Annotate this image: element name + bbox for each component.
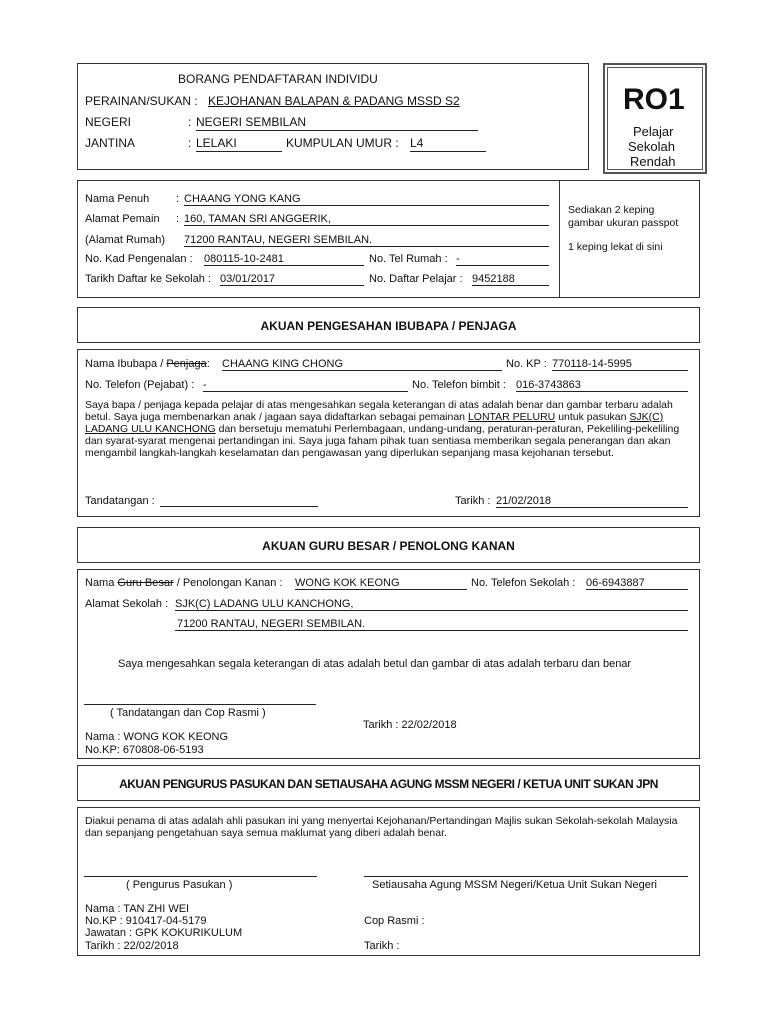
hm-nama-label <box>85 577 283 590</box>
hm-tel-value: 06-6943887 <box>586 577 645 589</box>
daftar-pelajar-underline <box>472 285 549 286</box>
manager-sign-line-left <box>84 876 317 877</box>
alamat-underline-2 <box>184 246 549 247</box>
parent-heading-box <box>77 307 700 343</box>
parent-nama-label-penjaga: Penjaga <box>166 358 207 370</box>
parent-sign-line <box>160 506 318 507</box>
hm-nama-underline <box>295 589 467 590</box>
manager-heading-box <box>77 765 700 801</box>
manager-heading: AKUAN PENGURUS PASUKAN DAN SETIAUSAHA AGUNG MSSM NEGERI / KETUA UNIT SUKAN JPN <box>119 777 658 791</box>
form-code: RO1 <box>623 83 685 116</box>
parent-tarikh-value: 21/02/2018 <box>496 495 552 507</box>
kp-label: No. Kad Pengenalan : <box>85 253 193 265</box>
hm-sign-caption: ( Tandatangan dan Cop Rasmi ) <box>110 707 266 719</box>
daftar-pelajar-label: No. Daftar Pelajar : <box>369 273 463 285</box>
negeri-underline <box>196 130 478 131</box>
kumpulan-label: KUMPULAN UMUR : <box>286 136 399 150</box>
alamat-underline <box>184 225 549 226</box>
hm-nama-value: WONG KOK KEONG <box>295 577 400 589</box>
tel-rumah-value: - <box>456 253 460 265</box>
manager-nama: Nama : TAN ZHI WEI <box>85 903 190 915</box>
manager-box <box>77 807 700 956</box>
hm-nama-line: Nama : WONG KOK KEONG <box>85 731 229 743</box>
perainan-value: KEJOHANAN BALAPAN & PADANG MSSD S2 <box>208 94 460 108</box>
parent-declaration <box>85 399 691 459</box>
photo-note-3: 1 keping lekat di sini <box>568 241 663 253</box>
hm-alamat-label: Alamat Sekolah : <box>85 598 169 610</box>
student-box <box>77 180 700 298</box>
nama-value: CHAANG YONG KANG <box>184 193 301 205</box>
manager-cop: Cop Rasmi : <box>364 915 425 927</box>
hm-alamat-value: SJK(C) LADANG ULU KANCHONG, <box>175 598 354 610</box>
manager-caption-left: ( Pengurus Pasukan ) <box>126 879 233 891</box>
parent-kp-value: 770118-14-5995 <box>552 358 632 370</box>
kp-underline <box>204 265 364 266</box>
negeri-colon: : <box>188 115 192 129</box>
parent-para-school: SJK(C) LADANG ULU KANCHONG <box>85 411 664 435</box>
photo-note-2: gambar ukuran passpot <box>568 217 679 229</box>
tel-rumah-label: No. Tel Rumah : <box>369 253 448 265</box>
code-box <box>603 63 707 174</box>
alamat-rumah-label: (Alamat Rumah) <box>85 234 166 246</box>
tel-rumah-underline <box>456 265 549 266</box>
manager-kp: No.KP : 910417-04-5179 <box>85 915 207 927</box>
alamat-colon: : <box>176 213 180 225</box>
tel-pejabat-label: No. Telefon (Pejabat) : <box>85 379 195 391</box>
parent-tarikh-underline <box>496 507 688 508</box>
manager-tarikh: Tarikh : 22/02/2018 <box>85 940 179 952</box>
header-box <box>77 63 589 170</box>
jantina-colon: : <box>188 136 192 150</box>
jantina-value: LELAKI <box>196 136 237 150</box>
parent-box <box>77 349 700 517</box>
parent-sign-label: Tandatangan : <box>85 495 155 507</box>
parent-nama-value: CHAANG KING CHONG <box>222 358 344 370</box>
hm-tarikh: Tarikh : 22/02/2018 <box>363 719 457 731</box>
parent-para-1: Saya bapa / penjaga kepada pelajar di atas mengesahkan segala keterangan di atas adalah benar dan gambar terbaru adalah betul. Saya juga membenarkan anak / jagaan saya didaftarkan sebagai pemainan <box>85 399 673 423</box>
alamat-value-2: 71200 RANTAU, NEGERI SEMBILAN. <box>184 234 373 246</box>
tarikh-daftar-underline <box>220 285 364 286</box>
manager-sign-line-right <box>364 876 688 877</box>
hm-alamat-underline <box>175 610 688 611</box>
headmaster-box <box>77 569 700 759</box>
alamat-label: Alamat Pemain <box>85 213 160 225</box>
tel-pejabat-underline <box>203 391 408 392</box>
daftar-pelajar-value: 9452188 <box>472 273 515 285</box>
headmaster-heading: AKUAN GURU BESAR / PENOLONG KANAN <box>262 539 515 553</box>
parent-para-event: LONTAR PELURU <box>467 411 556 423</box>
parent-nama-label-colon: : <box>206 358 210 370</box>
photo-note-1: Sediakan 2 keping <box>568 204 655 216</box>
tel-bimbit-underline <box>516 391 688 392</box>
nama-label: Nama Penuh <box>85 193 150 205</box>
jantina-label: JANTINA <box>85 136 136 150</box>
parent-nama-underline <box>222 370 502 371</box>
hm-statement: Saya mengesahkan segala keterangan di atas adalah betul dan gambar di atas adalah terbaru dan benar <box>118 658 632 670</box>
parent-kp-label: No. KP : <box>506 358 547 370</box>
parent-para-2: untuk pasukan <box>558 411 627 423</box>
kumpulan-underline <box>410 151 486 152</box>
kp-value: 080115-10-2481 <box>204 253 284 265</box>
parent-tarikh-label: Tarikh : <box>455 495 491 507</box>
form-title: BORANG PENDAFTARAN INDIVIDU <box>178 72 378 86</box>
hm-nama-label-c: / Penolongan Kanan : <box>176 577 283 589</box>
tel-pejabat-value: - <box>203 379 207 391</box>
jantina-underline <box>196 151 282 152</box>
perainan-label: PERAINAN/SUKAN : <box>85 94 198 108</box>
hm-nama-label-a: Nama <box>85 577 115 589</box>
parent-nama-label <box>85 358 210 371</box>
nama-colon: : <box>176 193 180 205</box>
manager-declaration: Diakui penama di atas adalah ahli pasukan ini yang menyertai Kejohanan/Pertandingan Majlis sukan Sekolah-sekolah Malaysia dan sepanjang pengetahuan saya semua maklumat yang diberi adalah benar. <box>85 815 678 839</box>
kumpulan-value: L4 <box>410 136 424 150</box>
manager-jawatan: Jawatan : GPK KOKURIKULUM <box>85 927 243 939</box>
parent-kp-underline <box>552 370 688 371</box>
hm-sign-line <box>84 704 316 705</box>
code-line-2: Sekolah <box>628 139 675 154</box>
tel-bimbit-value: 016-3743863 <box>516 379 581 391</box>
hm-nama-label-guru: Guru Besar <box>117 577 174 589</box>
tel-bimbit-label: No. Telefon bimbit : <box>412 379 506 391</box>
hm-alamat-underline-2 <box>175 630 688 631</box>
tarikh-daftar-label: Tarikh Daftar ke Sekolah : <box>85 273 211 285</box>
tarikh-daftar-value: 03/01/2017 <box>220 273 276 285</box>
code-line-1: Pelajar <box>633 124 674 139</box>
parent-para-3: dan bersetuju mematuhi Perlembagaan, undang-undang, peraturan-peraturan, Pekeliling-pekeliling dan syarat-syarat mengenai pertandingan ini. Saya juga faham pihak tuan sentiasa memberikan segala penerangan dan akan mengambil langkah-langkah keselamatan dan pengawasan yang diperlukan sepanjang masa kejohanan tersebut. <box>85 423 680 459</box>
alamat-value: 160, TAMAN SRI ANGGERIK, <box>184 213 331 225</box>
parent-heading: AKUAN PENGESAHAN IBUBAPA / PENJAGA <box>260 319 517 333</box>
manager-caption-right: Setiausaha Agung MSSM Negeri/Ketua Unit Sukan Negeri <box>372 879 657 891</box>
headmaster-heading-box <box>77 527 700 563</box>
parent-nama-label-a: Nama Ibubapa / <box>85 358 164 370</box>
manager-tarikh-right: Tarikh : <box>364 940 400 952</box>
hm-alamat-value-2: 71200 RANTAU, NEGERI SEMBILAN. <box>177 618 366 630</box>
hm-kp-line: No.KP: 670808-06-5193 <box>85 744 204 756</box>
negeri-label: NEGERI <box>85 115 132 129</box>
hm-tel-underline <box>586 589 688 590</box>
hm-tel-label: No. Telefon Sekolah : <box>471 577 576 589</box>
nama-underline <box>184 205 549 206</box>
code-box-inner <box>607 67 703 170</box>
photo-divider <box>559 181 560 297</box>
code-line-3: Rendah <box>630 154 676 169</box>
negeri-value: NEGERI SEMBILAN <box>196 115 307 129</box>
